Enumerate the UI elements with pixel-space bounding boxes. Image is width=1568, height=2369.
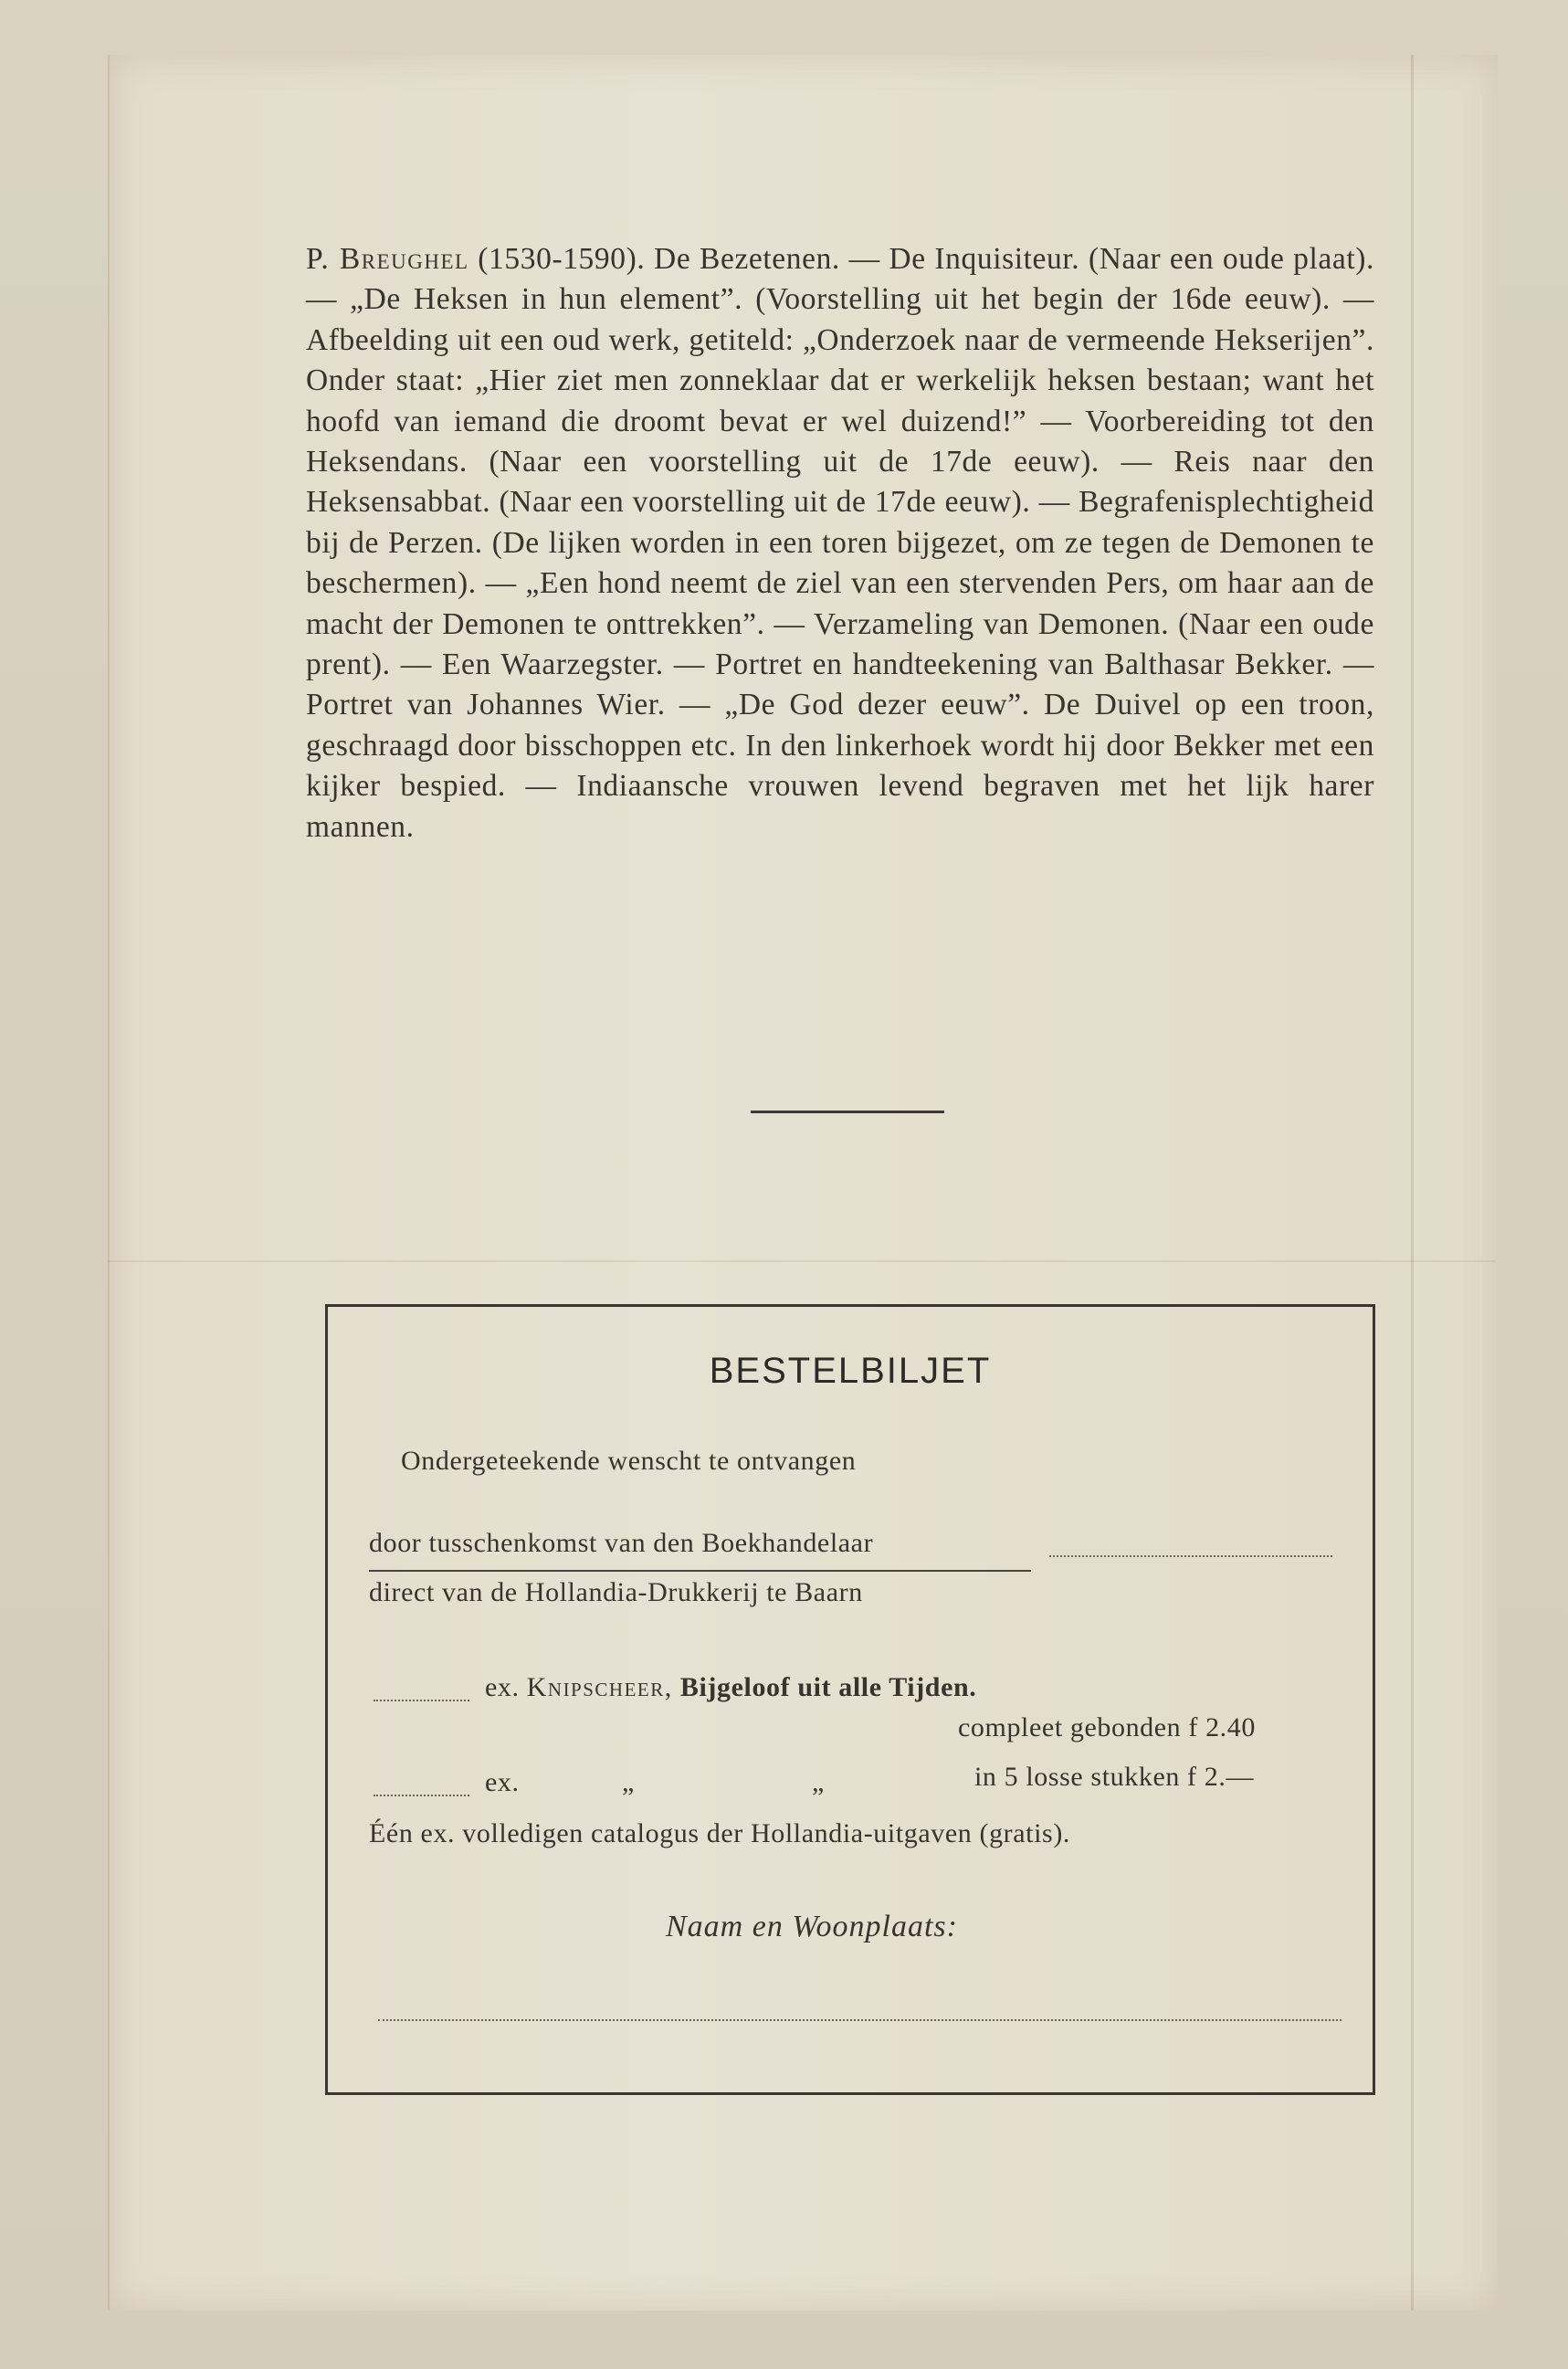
quantity-loose-field[interactable] xyxy=(374,1795,469,1796)
order-form-title: BESTELBILJET xyxy=(709,1351,992,1391)
quantity-bound-field[interactable] xyxy=(374,1700,469,1701)
option-separator xyxy=(369,1570,1031,1572)
row2-ex: ex. xyxy=(485,1767,520,1797)
row1-text xyxy=(485,1672,976,1703)
paper-fold xyxy=(1411,55,1414,2311)
paper-crease xyxy=(108,1260,1496,1262)
name-address-label: Naam en Woonplaats: xyxy=(666,1910,958,1943)
illustration-list-paragraph xyxy=(306,239,1374,848)
row2-ditto-author: „ xyxy=(622,1767,635,1797)
author-name: P. Breughel xyxy=(306,242,469,276)
catalogue-option[interactable]: Één ex. volledigen catalogus der Hollandia-uitgaven (gratis). xyxy=(369,1818,1071,1848)
row1-ex: ex. xyxy=(485,1672,520,1702)
section-divider xyxy=(751,1111,944,1113)
name-address-field[interactable] xyxy=(378,2019,1342,2021)
row1-book-title: Bijgeloof uit alle Tijden. xyxy=(679,1672,977,1702)
order-form-box xyxy=(325,1304,1375,2095)
order-intro: Ondergeteekende wenscht te ontvangen xyxy=(401,1446,857,1476)
illustration-list-text: (1530-1590). De Bezetenen. — De Inquisiteur. (Naar een oude plaat). — „De Heksen in hun element”. (Voorstelling uit het begin der 16de eeuw). — Afbeelding uit een oud werk, getiteld: „Onderzoek naar de vermeende Hekserijen”. Onder staat: „Hier ziet men zonneklaar dat er werkelijk heksen bestaan; want het hoofd van iemand die droomt bevat er wel duizend!” — Voorbereiding tot den Heksendans. (Naar een voorstelling uit de 17de eeuw). — Reis naar den Heksensabbat. (Naar een voorstelling uit de 17de eeuw). — Begrafenisplechtigheid bij de Perzen. (De lijken worden in een toren bijgezet, om ze tegen de Demonen te beschermen). — „Een hond neemt de ziel van een stervenden Pers, om haar aan de macht der Demonen te onttrekken”. — Verzameling van Demonen. (Naar een oude prent). — Een Waarzegster. — Portret en handteekening van Balthasar Bekker. — Portret van Johannes Wier. — „De God dezer eeuw”. De Duivel op een troon, geschraagd door bisschoppen etc. In den linkerhoek wordt hij door Bekker met een kijker bespied. — Indiaansche vrouwen levend begraven met het lijk harer mannen. xyxy=(306,242,1374,844)
bookseller-name-field[interactable] xyxy=(1049,1555,1332,1557)
row2-ditto-title: „ xyxy=(812,1767,825,1797)
direct-option[interactable]: direct van de Hollandia-Drukkerij te Baarn xyxy=(369,1577,863,1607)
row2-price: in 5 losse stukken f 2.— xyxy=(974,1762,1255,1792)
row1-price: compleet gebonden f 2.40 xyxy=(958,1712,1256,1743)
via-bookseller-option[interactable]: door tusschenkomst van den Boekhandelaar xyxy=(369,1528,874,1558)
row1-author: Knipscheer, xyxy=(526,1672,673,1702)
